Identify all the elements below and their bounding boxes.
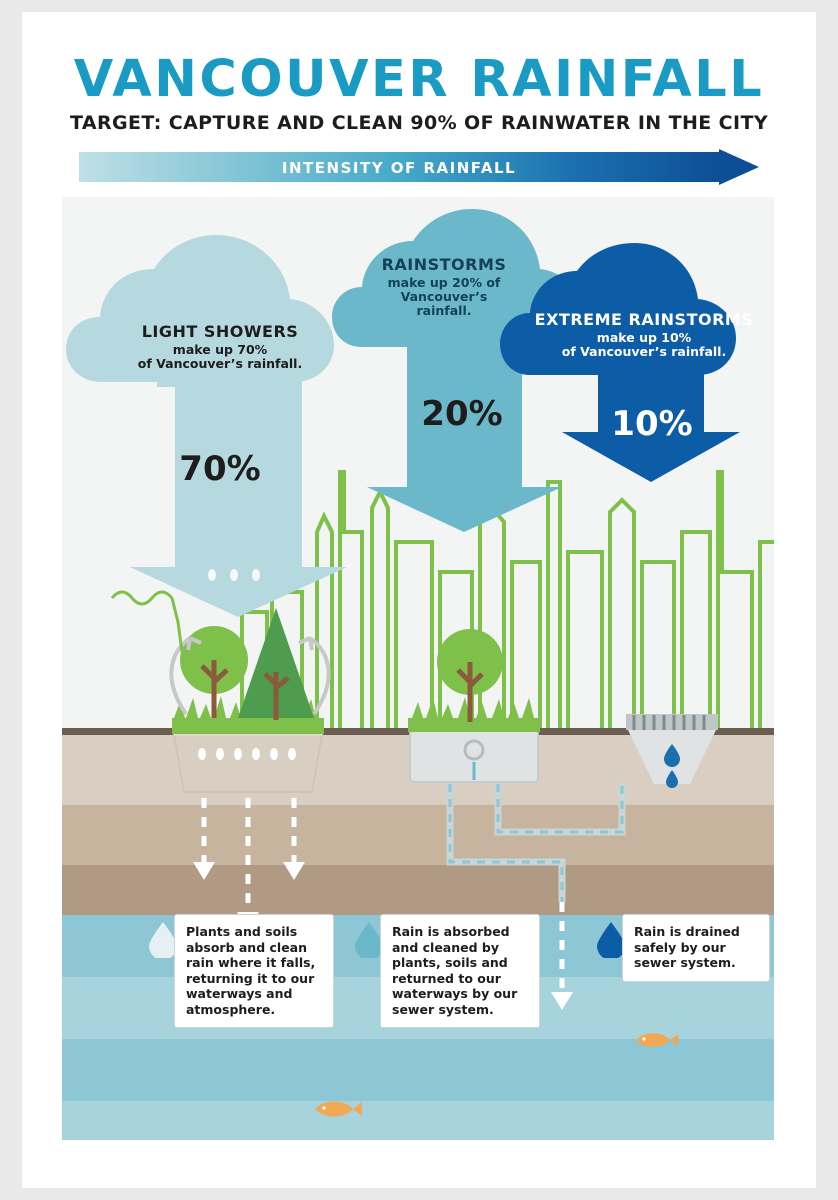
intensity-label: INTENSITY OF RAINFALL — [281, 159, 517, 177]
callout-sewer: Rain is drained safely by our sewer system. — [622, 914, 770, 982]
callout-plants-soils: Plants and soils absorb and clean rain where it falls, returning it to our waterways and atmosphere. — [174, 914, 334, 1028]
rain-garden-basin — [174, 730, 322, 792]
water-band-4 — [62, 1101, 774, 1140]
infographic-poster — [22, 12, 816, 1188]
percent-extreme-rainstorms: 10% — [611, 404, 693, 444]
cloud-title-rainstorms: RAINSTORMS — [381, 255, 507, 274]
percent-rainstorms: 20% — [421, 394, 503, 434]
pipe-outfall-arrowhead — [551, 992, 573, 1010]
pipe-network-center — [450, 782, 622, 902]
page-title: VANCOUVER RAINFALL — [73, 50, 765, 109]
pipe-flow-center — [450, 784, 622, 902]
planter-center — [410, 730, 538, 782]
intensity-arrow-icon — [719, 149, 759, 185]
page-subtitle: TARGET: CAPTURE AND CLEAN 90% OF RAINWATER IN THE CITY — [70, 112, 768, 134]
fish-icon-right — [634, 1030, 678, 1050]
cloud-label-rainstorms — [344, 255, 544, 318]
cloud-body-rainstorms: make up 20% of Vancouver’s rainfall. — [387, 275, 501, 318]
percent-light-showers: 70% — [179, 449, 261, 489]
cloud-title-light-showers: LIGHT SHOWERS — [141, 322, 299, 341]
intensity-bar — [79, 152, 759, 182]
cloud-title-extreme-rainstorms: EXTREME RAINSTORMS — [534, 310, 754, 329]
cloud-label-extreme-rainstorms — [514, 310, 774, 359]
cloud-label-light-showers — [100, 322, 340, 371]
fish-icon-left — [312, 1098, 362, 1120]
infiltration-arrows-left — [204, 798, 294, 912]
cloud-body-extreme-rainstorms: make up 10% of Vancouver’s rainfall. — [561, 330, 727, 359]
grass-center — [408, 697, 540, 732]
cloud-body-light-showers: make up 70% of Vancouver’s rainfall. — [137, 342, 303, 371]
callout-absorbed-cleaned: Rain is absorbed and cleaned by plants, soils and returned to our waterways by our sewer system. — [380, 914, 540, 1028]
tree-conifer-left — [238, 608, 314, 720]
